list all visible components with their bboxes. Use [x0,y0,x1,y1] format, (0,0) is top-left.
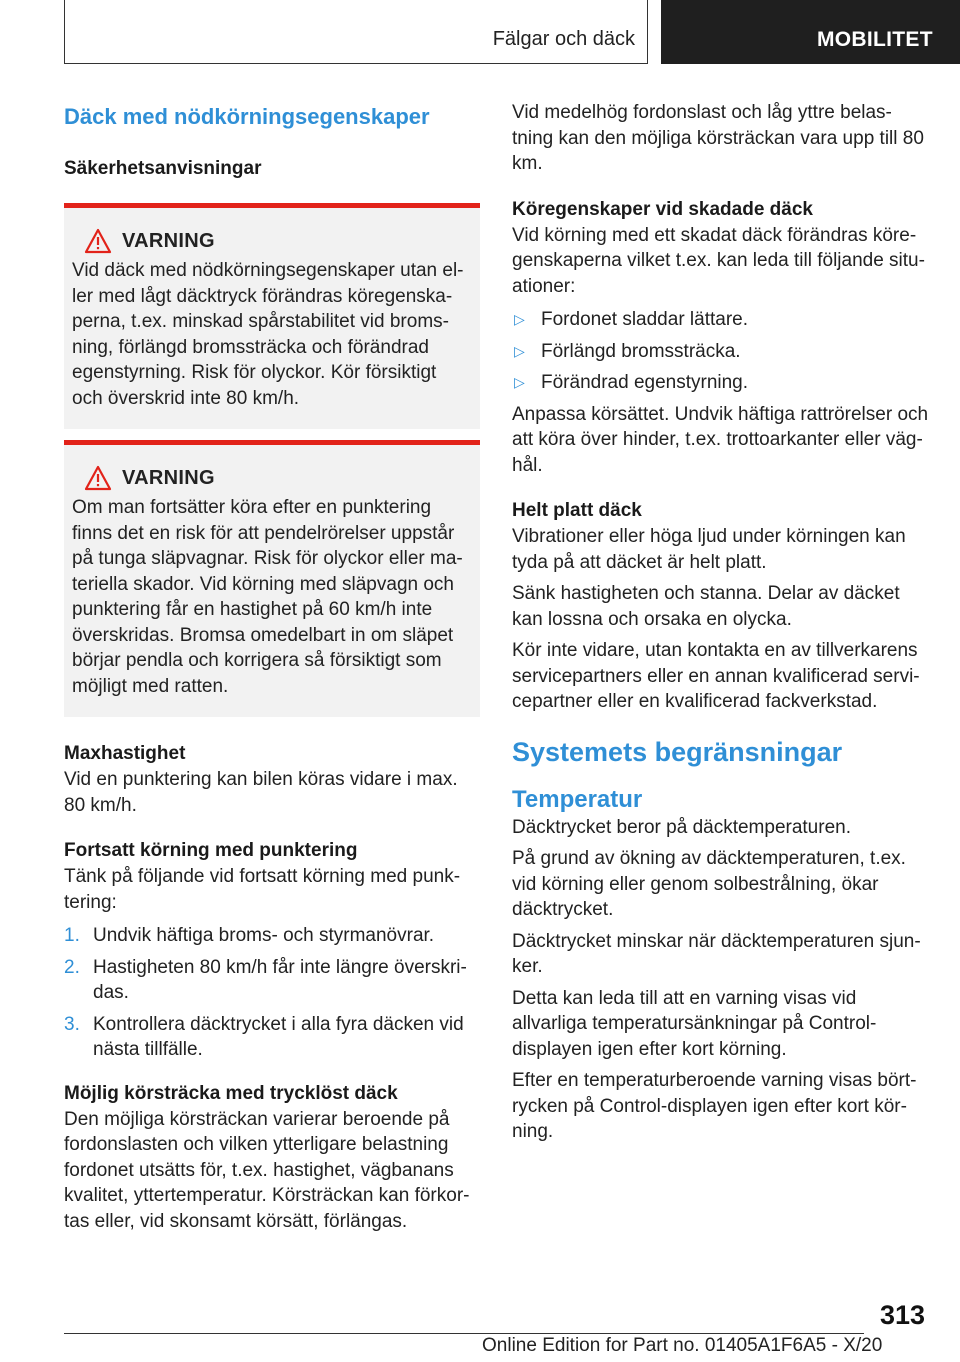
step-text: Kontrollera däcktrycket i alla fyra däcken vid nästa tillfälle. [93,1013,464,1060]
list-item [512,339,932,365]
flat-tire-text-1: Vibrationer eller höga ljud under körningen kan tyda på att däcket är helt platt. [512,526,906,573]
right-column [512,92,932,1145]
flat-tire-heading: Helt platt däck [512,500,642,521]
maxspeed-heading: Maxhastighet [64,743,186,764]
temperature-text-5: Efter en temperaturberoende varning visas bört-rycken på Control-displayen igen efter kort kör-ning. [512,1070,917,1142]
damaged-tire-text: Vid körning med ett skadat däck förändras köre-genskaperna vilket t.ex. kan leda till följande situ-ationer: [512,224,925,297]
situation-text: Förlängd bromssträcka. [541,340,741,362]
range-text: Den möjliga körsträckan varierar beroende på fordonslasten och vilken ytterligare belastning fordonet utsätts för, t.ex. hastighet, vägbanans kvalitet, yttertemperatur. Körsträckan kan förkor-tas eller, vid skonsamt körsätt, förlängas. [64,1108,470,1232]
intro-text: Vid medelhög fordonslast och låg yttre belas-tning kan den möjliga körsträckan vara upp till 80 km. [512,102,924,174]
warning-text-1: Vid däck med nödkörningsegenskaper utan el-ler med lågt däcktryck förändras köregenska-perna, t.ex. minskad spårstabilitet vid broms-ning, förlängd bromssträcka och förändrad egenstyrning. Risk för olyckor. Kör försiktigt och överskrid inte 80 km/h. [72,260,464,409]
warning-triangle-icon [84,465,112,491]
warning-title-2 [72,463,472,493]
page-header [0,0,960,66]
list-item [512,307,932,333]
maxspeed-text: Vid en punktering kan bilen köras vidare i max. 80 km/h. [64,769,458,816]
warning-label-1: VARNING [122,229,215,252]
temperature-text-1: Däcktrycket beror på däcktemperaturen. [512,816,851,838]
temperature-heading: Temperatur [512,785,643,813]
flat-tire-text-3: Kör inte vidare, utan kontakta en av tillverkarens servicepartners eller en annan kvalificerad servi-cepartner eller en kvalificerad fackverkstad. [512,640,920,712]
bullet-triangle-icon: ▷ [514,342,525,359]
bullet-triangle-icon: ▷ [514,311,525,327]
step-text: Hastigheten 80 km/h får inte längre överskri-das. [93,956,467,1003]
temperature-text-3: Däcktrycket minskar när däcktemperaturen sjun-ker. [512,930,921,977]
steps-list [64,923,480,1063]
step-number: 2. [64,956,80,978]
chapter-title: MOBILITET [817,28,933,51]
footer-edition: Online Edition for Part no. 01405A1F6A5 - X/20 [482,1335,883,1356]
list-item [64,1012,480,1063]
warning-text-2: Om man fortsätter köra efter en punktering finns det en risk för att pendelrörelser uppstår på tunga släpvagnar. Risk för olyckor eller ma-teriella skador. Vid körning med släpvagn och punktering får en hastighet på 60 km/h inte överskridas. Bromsa omedelbart in om släpet börjar pendla och korrigera så försiktigt som möjligt med ratten. [72,497,463,697]
situation-text: Förändrad egenstyrning. [541,372,749,393]
warning-box-1 [64,203,480,429]
step-text: Undvik häftiga broms- och styrmanövrar. [93,925,435,946]
list-item [64,955,480,1006]
chapter-tab [661,0,960,64]
list-item [512,370,932,396]
step-number: 1. [64,925,80,946]
safety-heading: Säkerhetsanvisningar [64,158,262,179]
section-header-box [64,0,648,64]
list-item [64,923,480,949]
damaged-tire-heading: Köregenskaper vid skadade däck [512,198,813,220]
range-heading: Möjlig körsträcka med trycklöst däck [64,1082,398,1104]
step-number: 3. [64,1013,80,1035]
continued-driving-heading: Fortsatt körning med punktering [64,840,358,861]
warning-label-2: VARNING [122,466,215,489]
footer-divider [64,1333,864,1334]
adjust-driving-text: Anpassa körsättet. Undvik häftiga rattrörelser och att köra över hinder, t.ex. trottoarkanter eller väg-hål. [512,403,929,476]
warning-box-2 [64,440,480,717]
section-title: Fälgar och däck [492,28,635,50]
continued-driving-text: Tänk på följande vid fortsatt körning med punk-tering: [64,866,461,913]
warning-triangle-icon [84,228,112,254]
bullet-triangle-icon: ▷ [514,374,525,390]
left-column [64,92,480,1234]
situations-list [512,307,932,396]
system-limits-heading: Systemets begränsningar [512,736,843,767]
situation-text: Fordonet sladdar lättare. [541,309,749,330]
page-number: 313 [880,1300,926,1330]
temperature-text-4: Detta kan leda till att en varning visas vid allvarliga temperatursänkningar på Control-displayen igen efter kort körning. [512,987,877,1060]
flat-tire-text-2: Sänk hastigheten och stanna. Delar av däcket kan lossna och orsaka en olycka. [512,583,900,630]
section-heading-tires: Däck med nödkörningsegenskaper [64,104,430,129]
temperature-text-2: På grund av ökning av däcktemperaturen, t.ex. vid körning eller genom solbestrålning, ökar däcktrycket. [512,848,906,920]
warning-title-1 [72,226,472,256]
